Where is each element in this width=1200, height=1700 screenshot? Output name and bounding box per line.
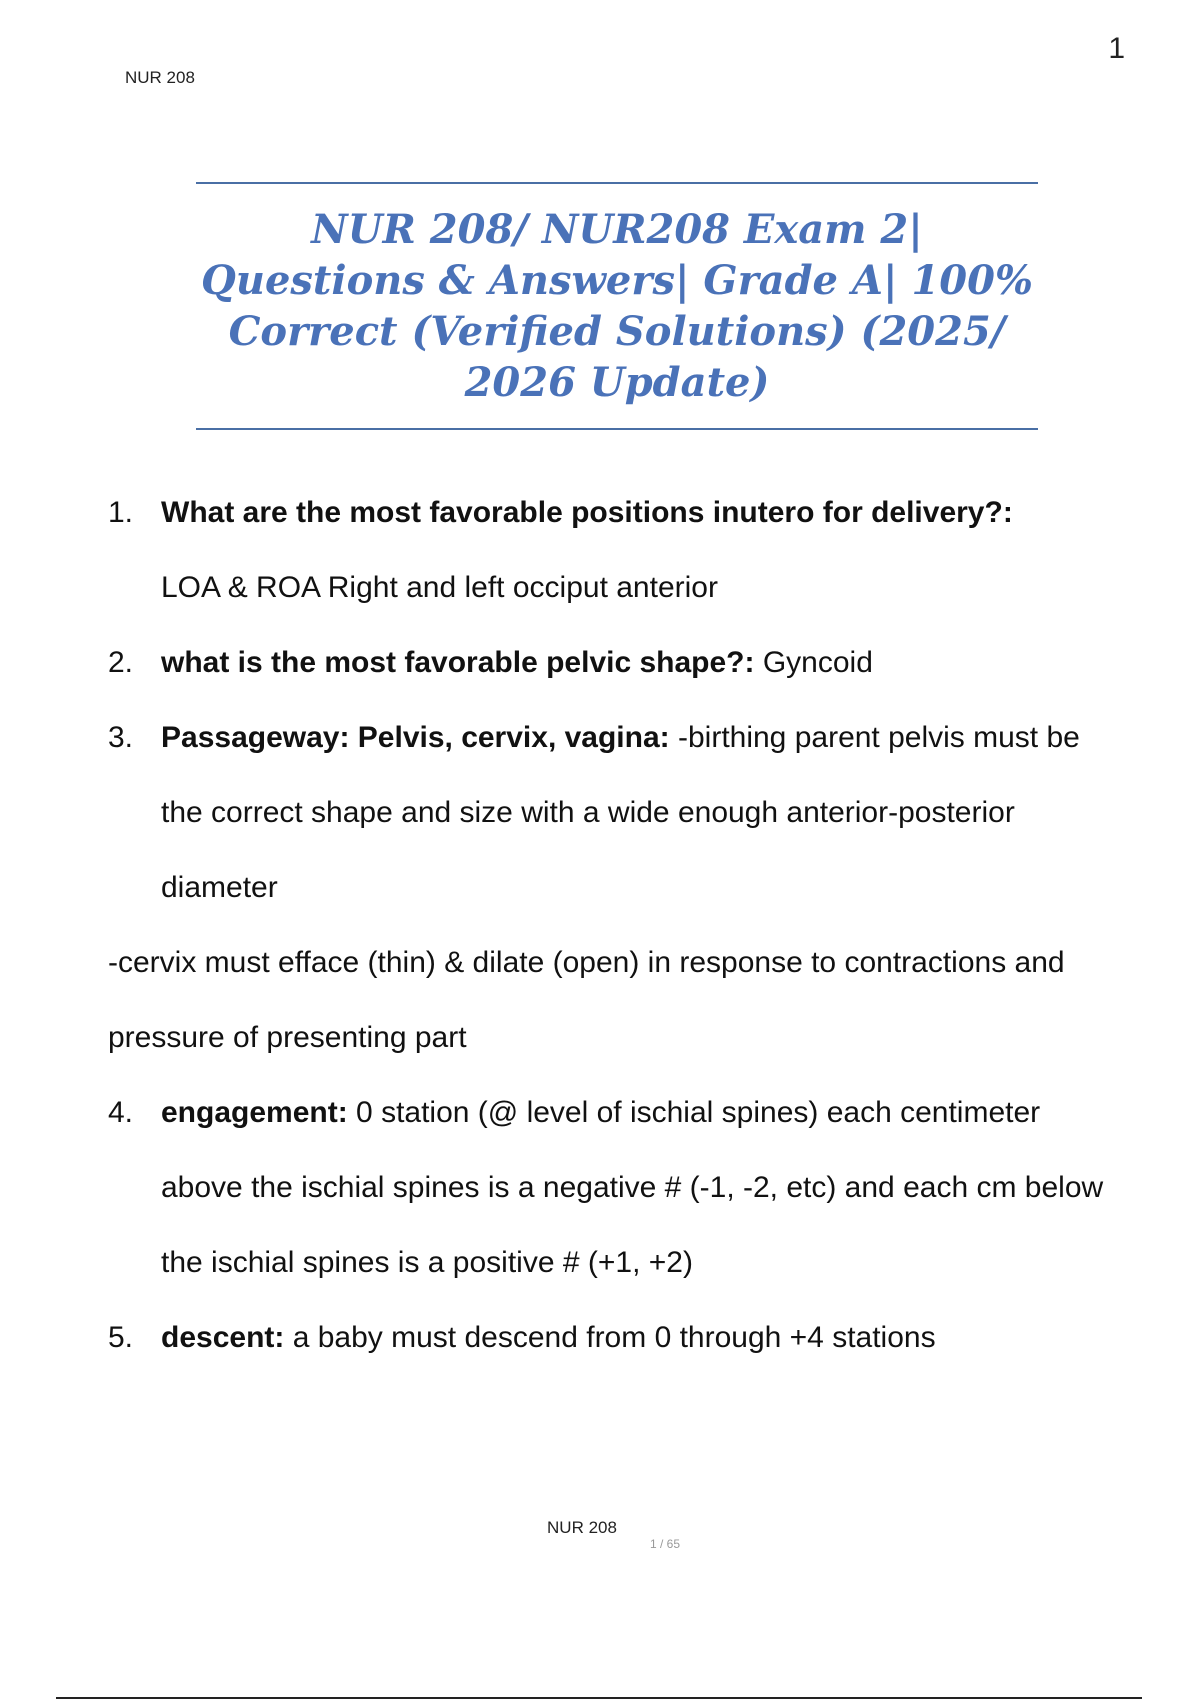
title-bottom-rule [196, 428, 1038, 430]
answer-text: a baby must descend from 0 through +4 stations [292, 1321, 936, 1354]
question-text: what is the most favorable pelvic shape?: [161, 646, 755, 679]
item-number: 2. [108, 646, 134, 679]
footer-course: NUR 208 [547, 1518, 617, 1537]
footer-page-count: 1 / 65 [650, 1537, 681, 1551]
footer [0, 1518, 1200, 1538]
page-number: 1 [1108, 32, 1125, 65]
header-course: NUR 208 [125, 68, 195, 87]
qa-item-2 [108, 625, 1118, 700]
item-number: 3. [108, 721, 134, 754]
qa-item-1 [108, 475, 1118, 625]
answer-text: 0 station (@ level of ischial spines) each centimeter above the ischial spines is a negative # (-1, -2, etc) and each cm below the ischial spines is a positive # (+1, +2) [161, 1096, 1104, 1279]
document-title: NUR 208/ NUR208 Exam 2| Questions & Answers| Grade A| 100% Correct (Verified Solutions) (2025/ 2026 Update) [201, 206, 1033, 406]
title-block [196, 182, 1038, 430]
item-number: 4. [108, 1096, 134, 1129]
qa-item-5 [108, 1300, 1118, 1375]
qa-item-3 [108, 700, 1118, 925]
question-text: What are the most favorable positions inutero for delivery?: [161, 496, 1013, 529]
answer-text: Gyncoid [762, 646, 873, 679]
continuation-paragraph: -cervix must efface (thin) & dilate (open) in response to contractions and pressure of presenting part [108, 946, 1065, 1054]
question-text: descent: [161, 1321, 285, 1354]
item-number: 5. [108, 1321, 134, 1354]
item-number: 1. [108, 496, 134, 529]
answer-text: -birthing parent pelvis must be the correct shape and size with a wide enough anterior-posterior diameter [161, 721, 1080, 904]
bottom-rule [56, 1697, 1142, 1699]
question-text: engagement: [161, 1096, 348, 1129]
qa-item-4 [108, 1075, 1118, 1300]
qa-list [108, 475, 1118, 1375]
answer-text: LOA & ROA Right and left occiput anterior [161, 571, 718, 604]
question-text: Passageway: Pelvis, cervix, vagina: [161, 721, 670, 754]
